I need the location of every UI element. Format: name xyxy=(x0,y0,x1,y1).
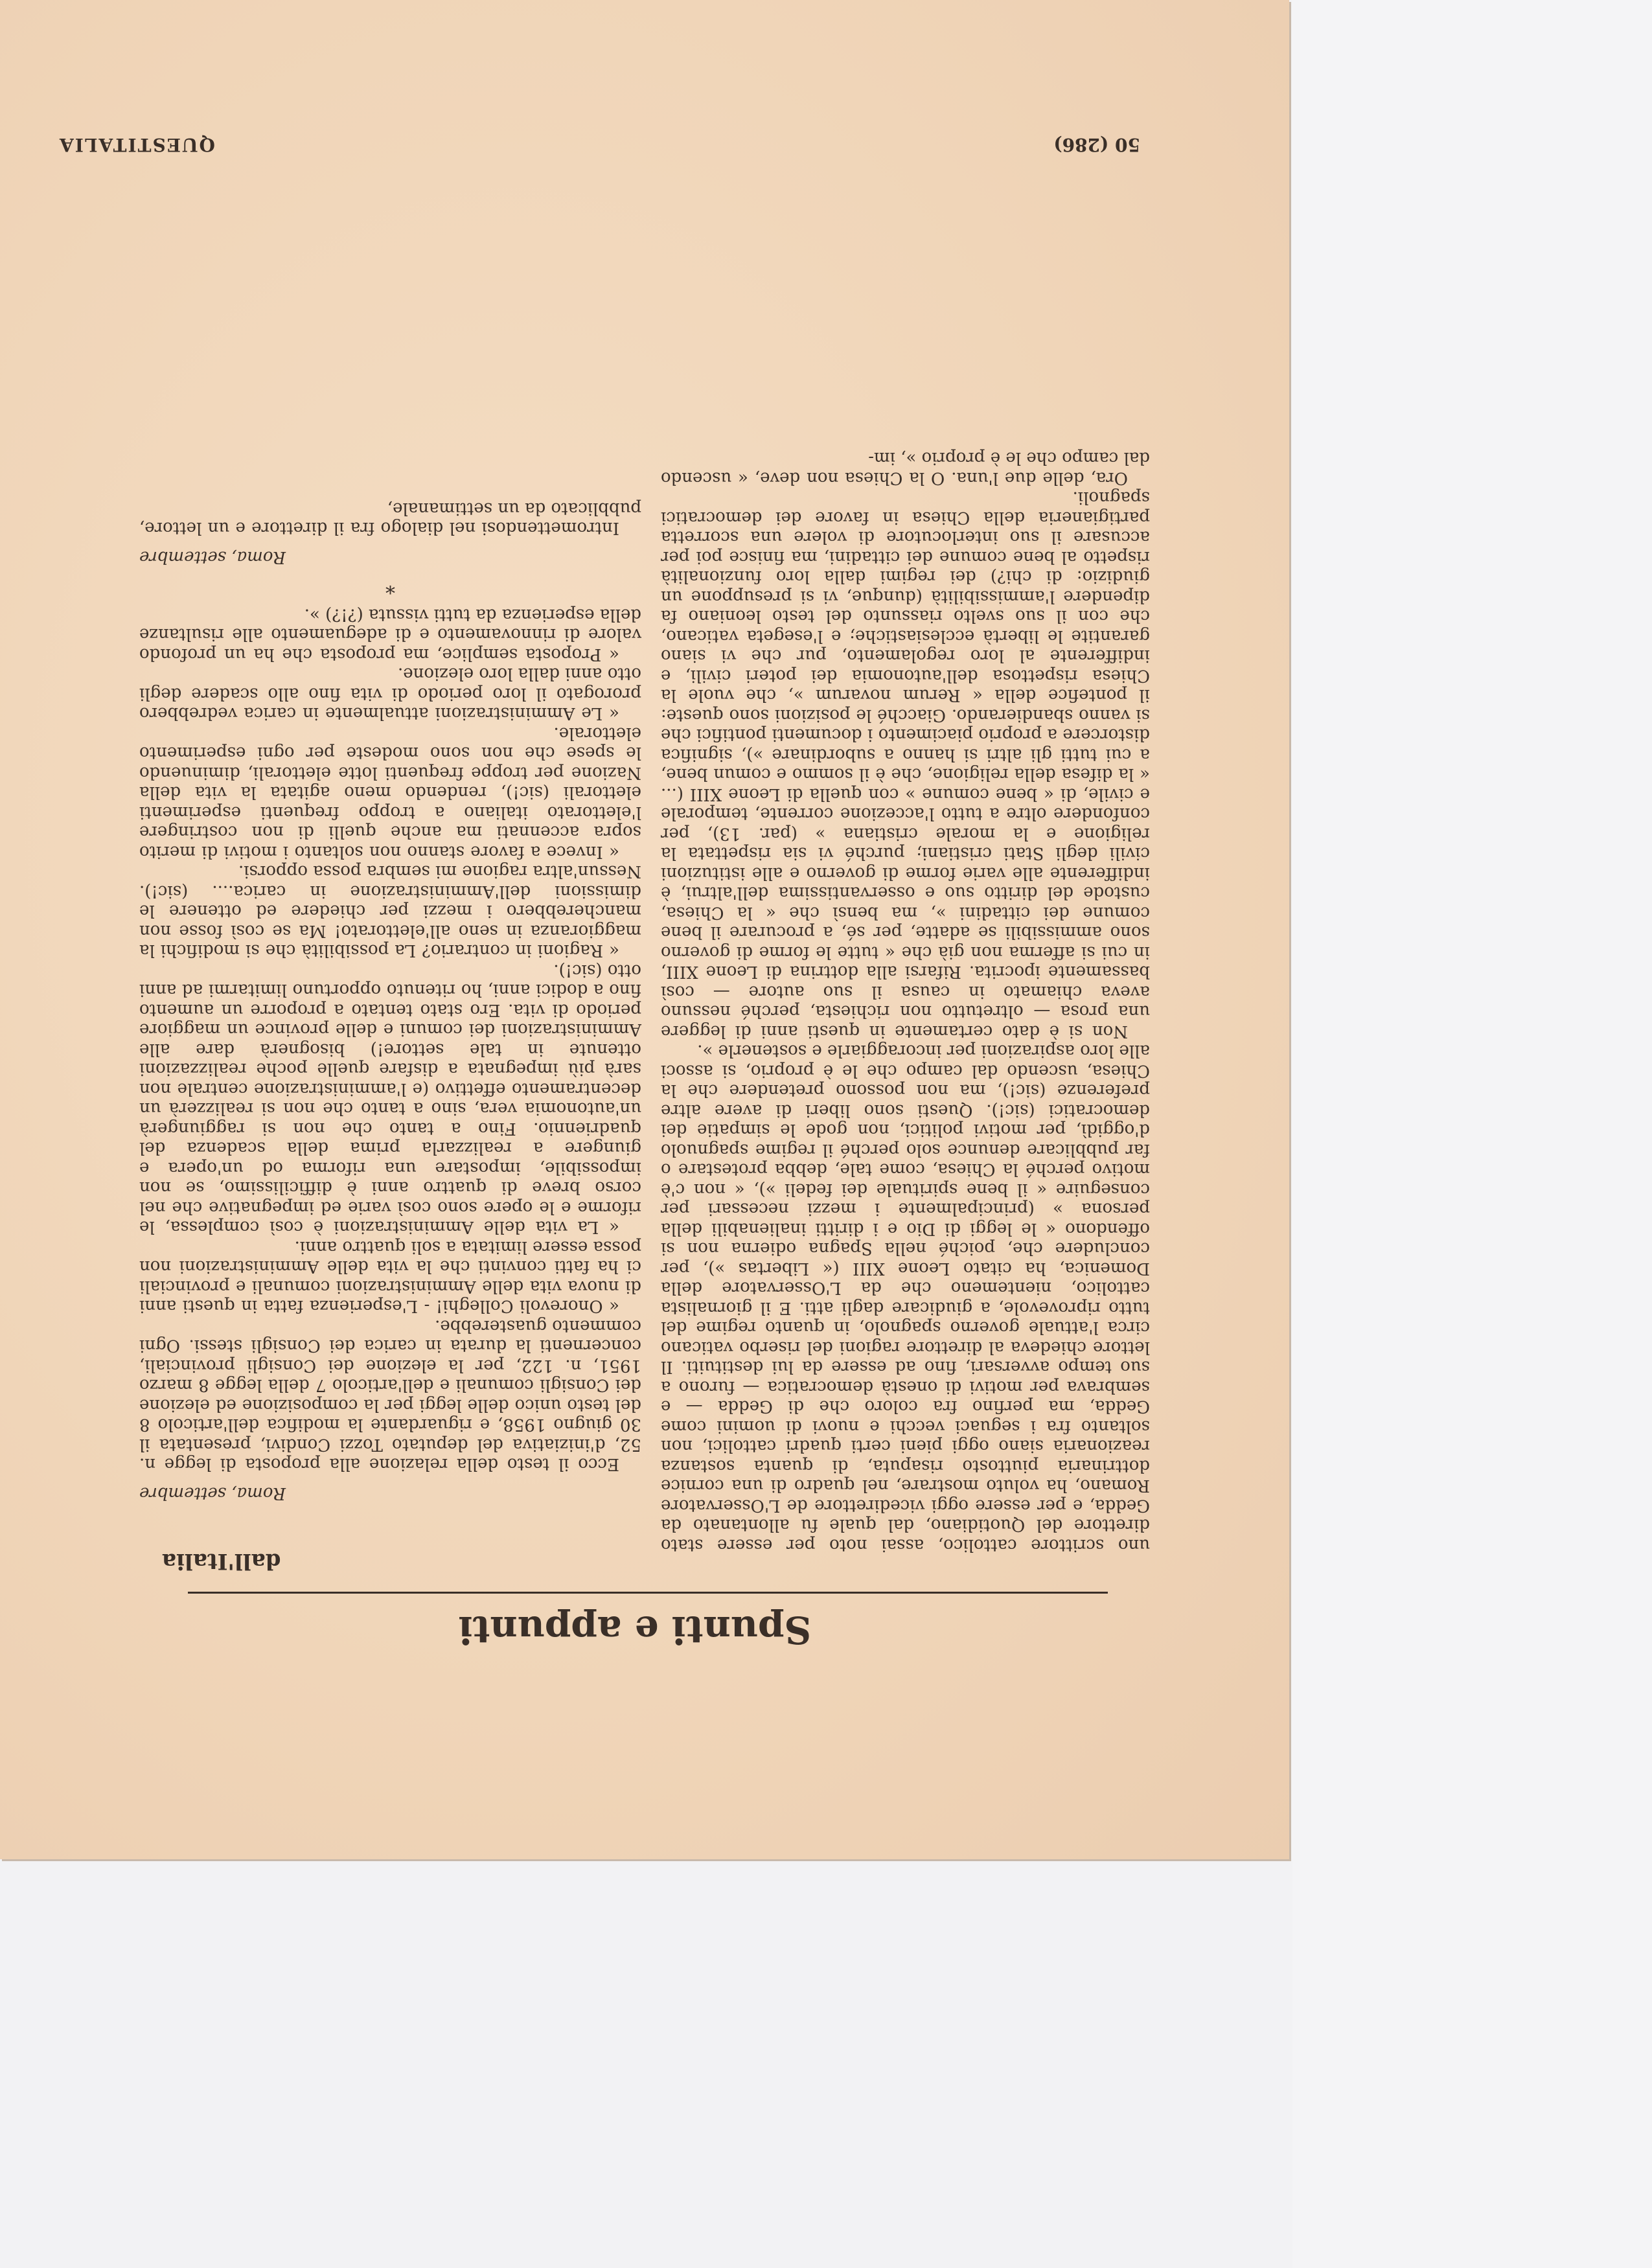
paragraph: Non si è dato certamente in questi anni di leggere una prosa — oltretutto non richiesta, perché nessuno aveva chiamato in causa il suo autore — così bassamente ipocrita. Rifarsi alla dottrina di Leone XIII, in cui si afferma non già che « tutte le forme di governo sono ammissibili se adatte, per sé, a procurare il bene comune dei cittadini », ma bensì che « la Chiesa, custode del diritto suo e osservantissima dell'altrui, è indifferente alle varie forme di governo e alle istituzioni civili degli Stati cristiani; purché vi sia rispettata la religione e la morale cristiana » (par. 13), per confondere oltre a tutto l'accezione corrente, temporale e civile, di « bene comune » con quella di Leone XIII (... « la difesa della religione, che è il sommo e comun bene, a cui tutti gli altri si hanno a subordinare »), significa distorcere a proprio piacimento i documenti pontifici che si vanno sbandierando. Giacché le posizioni sono queste: il pontefice della « Rerum novarum », che vuole la Chiesa rispettosa dell'autonomia dei poteri civili, e indifferente al loro regolamento, pur che vi siano garantite le libertà ecclesiastiche; e l'esegeta vaticano, che con il suo svelto riassunto del testo leoniano fa dipendere l'ammissibilità (dunque, vi si presuppone un giudizio: di chi?) dei regimi dalla loro funzionalità rispetto al bene comune dei cittadini, ma finisce poi per accusare il suo interlocutore di volere una scorretta partigianeria della Chiesa in favore dei democratici spagnoli. xyxy=(661,488,1150,1041)
paragraph: Intromettendosi nel dialogo fra il direttore e un lettore, pubblicato da un settimanale, xyxy=(139,499,641,538)
paragraph: « La vita delle Amministrazioni è così complessa, le riforme e le opere sono così varie ed impegnative che nel corso breve di quattro anni è difficilissimo, se non impossibile, impostare una riforma od un'opera e giungere a realizzarla prima della scadenza del quadriennio. Fino a tanto che non si raggiungerà un'autonomia vera, sino a tanto che non si realizzerà un decentramento effettivo (e l'amministrazione centrale non sarà più impegnata a disfare quelle poche realizzazioni ottenute in tale settore!) bisognerà dare alle Amministrazioni dei comuni e delle province un maggiore periodo di vita. Ero stato tentato a proporre un aumento fino a dodici anni, ho ritenuto opportuno limitarmi ad anni otto (sic!). xyxy=(139,961,641,1237)
scanner-background-bottom xyxy=(0,1859,1292,2268)
section-divider xyxy=(188,1592,1108,1594)
page-number: 50 (286) xyxy=(1053,134,1140,155)
scanner-background-right xyxy=(1292,0,1652,2268)
paragraph: Ecco il testo della relazione alla proposta di legge n. 52, d'iniziativa del deputato Tozzi Condivi, presentata il 30 giugno 1958, e riguardante la modifica dell'articolo 8 del testo unico delle leggi per la composizione ed elezione dei Consigli comunali e dell'articolo 7 della legge 8 marzo 1951, n. 122, per la elezione dei Consigli provinciali, concernenti la durata in carica dei Consigli stessi. Ogni commento guasterebbe. xyxy=(139,1316,641,1474)
paragraph: Ora, delle due l'una. O la Chiesa non deve, « uscendo dal campo che le è proprio », im- xyxy=(661,448,1150,488)
paragraph: « Proposta semplice, ma proposta che ha un profondo valore di rinnovamento e di adeguamento alle risultanze della esperienza da tutti vissuta (?!?) ». xyxy=(139,605,641,664)
subsection-title: dall'Italia xyxy=(162,1548,281,1574)
paragraph: uno scrittore cattolico, assai noto per essere stato direttore del Quotidiano, dal quale fu allontanato da Gedda, e per essere oggi vicedirettore de L'Osservatore Romano, ha voluto mostrare, nel quadro di una cornice dottrinaria piuttosto risaputa, di quanta sostanza reazionaria siano oggi pieni certi quadri cattolici, non soltanto fra i seguaci vecchi e nuovi di uomini come Gedda, ma perfino fra coloro che di Gedda — e sembrava per motivi di onestà democratica — furono a suo tempo avversari, fino ad essere da lui destituiti. Il lettore chiedeva al direttore ragioni del riserbo vaticano circa l'attuale governo spagnolo, in quanto regime del tutto riprovevole, a giudicare dagli atti. E il giornalista cattolico, nientemeno che da L'Osservatore della Domenica, ha citato Leone XIII (« Libertas »), per concludere che, poiché nella Spagna odierna non si offendono « le leggi di Dio e i diritti inalienabili della persona » (principalmente i mezzi necessari per conseguire « il bene spirituale dei fedeli »), « non c'è motivo perché la Chiesa, come tale, debba protestare o far pubblicare denunce solo perché il regime spagnuolo d'oggidì, per motivi politici, non gode le simpatie dei democratici (sic!). Questi sono liberi di avere altre preferenze (sic!), ma non possono pretendere che la Chiesa, uscendo dal campo che le è proprio, si associ alle loro aspirazioni per incoraggiarle e sostenerle ». xyxy=(661,1041,1150,1555)
column-right xyxy=(661,448,1150,1555)
paragraph: « Le Amministrazioni attualmente in carica vedrebbero prorogato il loro periodo di vita fino allo scadere degli otto anni dalla loro elezione. xyxy=(139,664,641,724)
dateline: Roma, settembre xyxy=(139,1483,286,1503)
section-separator: * xyxy=(385,575,395,598)
paragraph: « Onorevoli Colleghi! - L'esperienza fatta in questi anni di nuova vita delle Amministrazioni comunali e provinciali ci ha fatti convinti che la vita delle Amministrazioni non possa essere limitata a soli quattro anni. xyxy=(139,1237,641,1316)
column-left xyxy=(139,499,641,1510)
paragraph: « Ragioni in contrario? La possibilità che si modifichi la maggioranza in seno all'elettorato! Ma se così fosse non mancherebbero i mezzi per chiedere ed ottenere le dimissioni dell'Amministrazione in carica.... (sic!). Nessun'altra ragione mi sembra possa opporsi. xyxy=(139,862,641,961)
section-title: Spunti e appunti xyxy=(458,1608,812,1652)
paragraph: « Invece a favore stanno non soltanto i motivi di merito sopra accennati ma anche quelli di non costringere l'elettorato italiano a troppo frequenti esperimenti elettorali (sic!), rendendo meno agitata la vita della Nazione per troppe frequenti lotte elettorali, diminuendo le spese che non sono modeste per ogni esperimento elettorale. xyxy=(139,724,641,862)
running-title: QUESTITALIA xyxy=(58,134,215,155)
dateline: Roma, settembre xyxy=(139,547,286,567)
